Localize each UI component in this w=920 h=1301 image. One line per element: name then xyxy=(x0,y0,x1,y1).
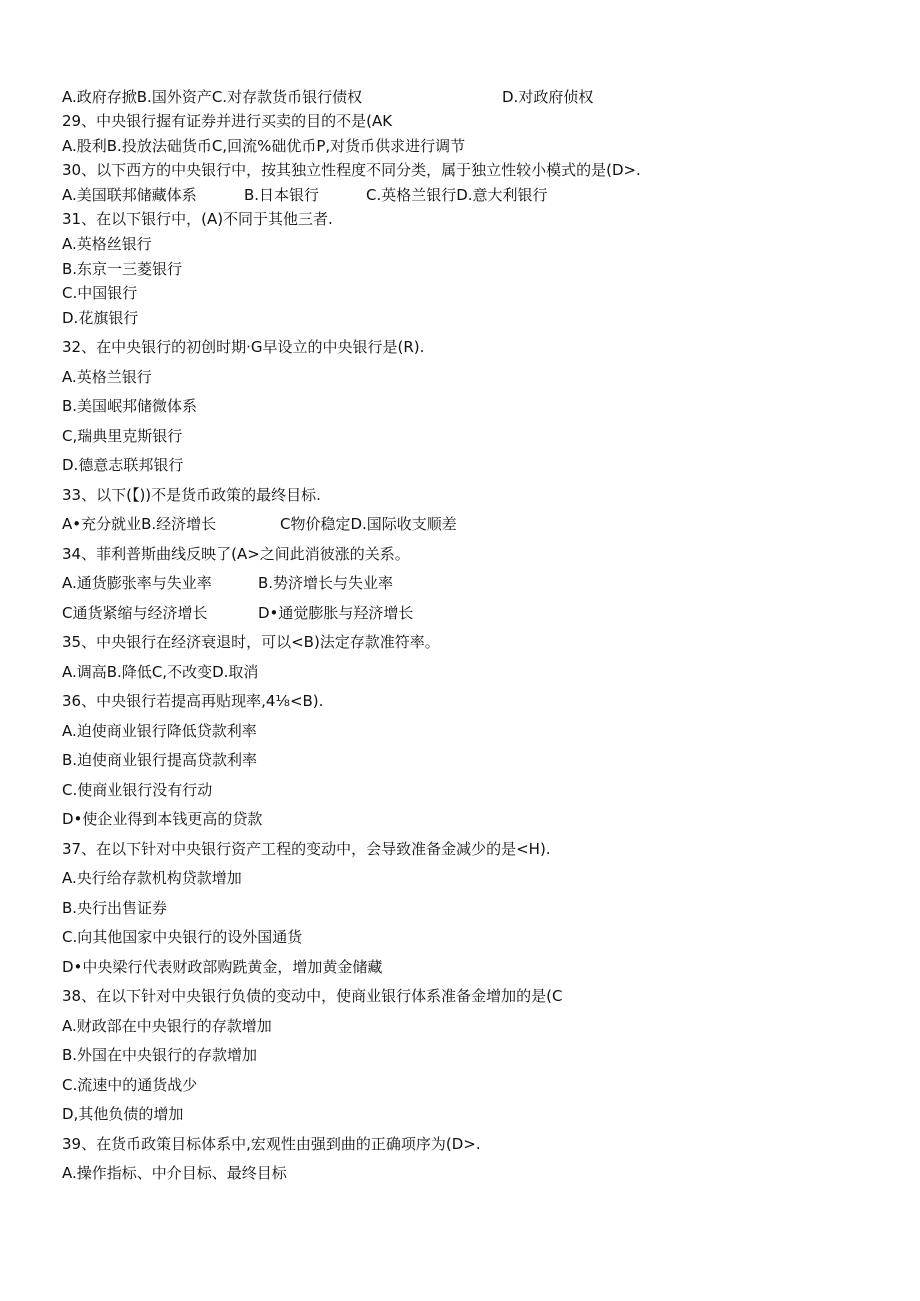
text-line: D,其他负债的增加 xyxy=(62,1105,184,1123)
question-30: 30、以下西方的中央银行中，按其独立性程度不同分类，属于独立性较小模式的是(D>. xyxy=(62,161,641,179)
text-line: C.中国银行 xyxy=(62,284,138,302)
question-35: 35、中央银行在经济衰退时，可以<B)法定存款准符率。 xyxy=(62,633,440,651)
text-line: A.政府存掀B.国外资产C.对存款货币银行债权 xyxy=(62,88,363,106)
text-line: C通货紧缩与经济增长 xyxy=(62,604,208,622)
text-line: B.央行出售证券 xyxy=(62,899,168,917)
text-line: A.财政部在中央银行的存款增加 xyxy=(62,1017,272,1035)
text-line: A.股利B.投放法础货币C,回流%础优币P,对货币供求进行调节 xyxy=(62,137,466,155)
question-29: 29、中央银行握有证券并进行买卖的目的不是(AK xyxy=(62,112,393,130)
text-line: D.对政府侦权 xyxy=(502,88,594,106)
text-line: A.英格兰银行 xyxy=(62,368,152,386)
question-38: 38、在以下针对中央银行负债的变动中，使商业银行体系准备金增加的是(C xyxy=(62,987,563,1005)
text-line: D•使企业得到本钱更高的贷款 xyxy=(62,810,263,828)
text-line: C.英格兰银行D.意大利银行 xyxy=(366,186,548,204)
text-line: A.操作指标、中介目标、最终目标 xyxy=(62,1164,287,1182)
text-line: C.向其他国家中央银行的设外国通货 xyxy=(62,928,303,946)
text-line: C,瑞典里克斯银行 xyxy=(62,427,183,445)
text-line: B.美国岷邦储微体系 xyxy=(62,397,198,415)
text-line: D•中央梁行代表财政部购跣黄金，增加黄金储藏 xyxy=(62,958,383,976)
text-line: C.流速中的通货战少 xyxy=(62,1076,198,1094)
question-39: 39、在货币政策目标体系中,宏观性由强到曲的正确项序为(D>. xyxy=(62,1135,481,1153)
text-line: B.日本银行 xyxy=(244,186,320,204)
text-line: B.迫使商业银行提高贷款利率 xyxy=(62,751,258,769)
text-line: A.调高B.降低C,不改变D.取消 xyxy=(62,663,259,681)
text-line: B.东京一三菱银行 xyxy=(62,260,183,278)
text-line: A•充分就业B.经济增长 xyxy=(62,515,217,533)
question-37: 37、在以下针对中央银行资产工程的变动中，会导致准备金减少的是<H). xyxy=(62,840,551,858)
text-line: B.外国在中央银行的存款增加 xyxy=(62,1046,258,1064)
text-line: A.英格丝银行 xyxy=(62,235,152,253)
question-31: 31、在以下银行中，(A)不同于其他三者. xyxy=(62,210,333,228)
question-34: 34、菲利普斯曲线反映了(A>之间此消彼涨的关系。 xyxy=(62,545,410,563)
question-33: 33、以下(【))不是货币政策的最终目标. xyxy=(62,486,321,504)
text-line: A.央行给存款机构贷款增加 xyxy=(62,869,242,887)
text-line: A.美国联邦储藏体系 xyxy=(62,186,197,204)
text-line: B.势济增长与失业率 xyxy=(258,574,394,592)
text-line: A.通货膨张率与失业率 xyxy=(62,574,212,592)
text-line: C.使商业银行没有行动 xyxy=(62,781,213,799)
text-line: D.德意志联邦银行 xyxy=(62,456,184,474)
text-line: D•通觉膨胀与羟济增长 xyxy=(258,604,414,622)
text-line: A.迫使商业银行降低贷款利率 xyxy=(62,722,257,740)
question-36: 36、中央银行若提高再贴现率,4⅛<B). xyxy=(62,692,324,710)
text-line: D.花旗银行 xyxy=(62,309,139,327)
text-line: C物价稳定D.国际收支顺差 xyxy=(280,515,457,533)
question-32: 32、在中央银行的初创时期·G早设立的中央银行是(R). xyxy=(62,338,425,356)
